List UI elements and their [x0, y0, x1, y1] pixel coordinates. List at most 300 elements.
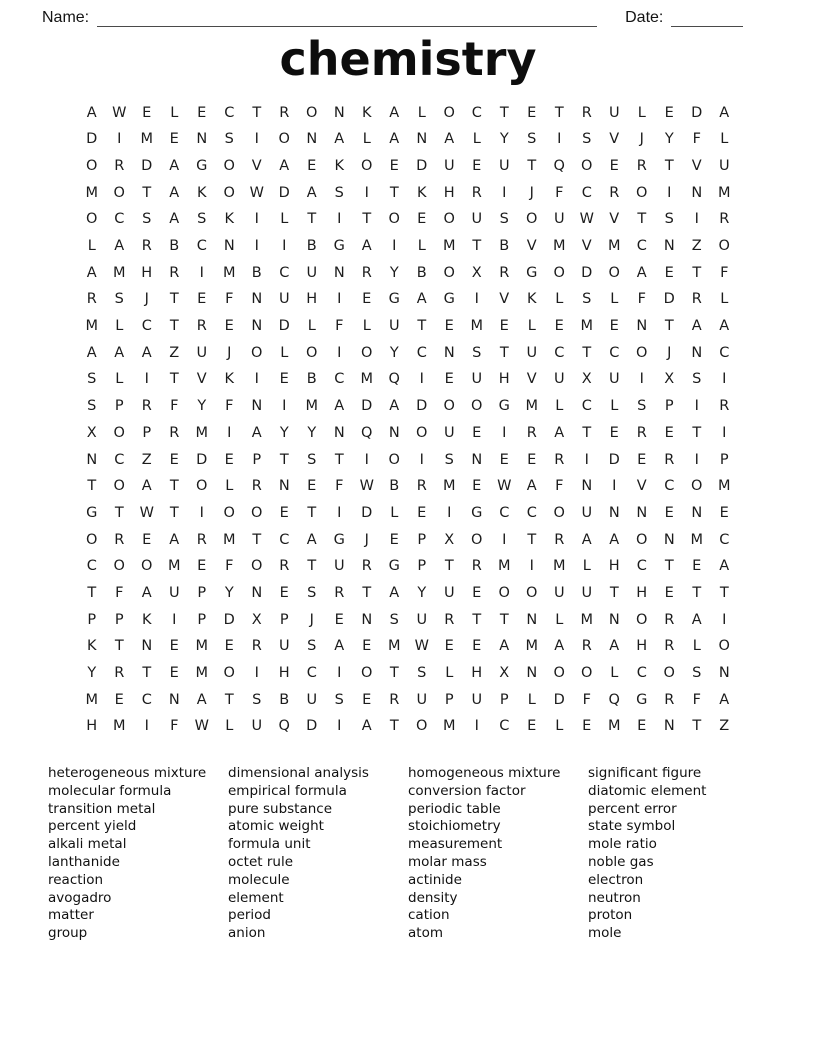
- grid-cell: E: [169, 131, 179, 148]
- grid-cell: O: [113, 424, 125, 441]
- grid-cell: I: [254, 371, 259, 388]
- grid-cell: U: [388, 318, 400, 335]
- grid-cell: T: [169, 504, 179, 521]
- grid-cell: J: [639, 131, 644, 148]
- grid-cell: E: [664, 264, 674, 281]
- grid-cell: Q: [388, 371, 400, 388]
- grid-cell: N: [196, 131, 208, 148]
- grid-cell: E: [307, 478, 317, 495]
- grid-cell: N: [251, 584, 263, 601]
- grid-cell: E: [142, 531, 152, 548]
- grid-cell: D: [581, 264, 593, 281]
- grid-cell: D: [278, 318, 290, 335]
- grid-cell: I: [337, 504, 342, 521]
- grid-cell: T: [417, 318, 427, 335]
- grid-cell: H: [278, 665, 290, 682]
- grid-cell: S: [224, 131, 234, 148]
- grid-cell: F: [720, 264, 729, 281]
- grid-cell: U: [306, 264, 318, 281]
- grid-cell: U: [416, 611, 428, 628]
- grid-cell: I: [722, 371, 727, 388]
- grid-cell: N: [718, 665, 730, 682]
- grid-cell: L: [555, 718, 564, 735]
- grid-cell: I: [254, 211, 259, 228]
- grid-cell: F: [170, 718, 179, 735]
- grid-cell: N: [691, 504, 703, 521]
- grid-cell: A: [334, 398, 345, 415]
- grid-cell: V: [691, 157, 702, 174]
- grid-cell: E: [114, 691, 124, 708]
- grid-cell: S: [472, 344, 482, 361]
- grid-cell: I: [584, 451, 589, 468]
- grid-cell: I: [694, 211, 699, 228]
- word-column: [48, 765, 228, 943]
- grid-cell: N: [306, 131, 318, 148]
- grid-cell: Z: [719, 718, 730, 735]
- grid-cell: Q: [361, 424, 373, 441]
- grid-cell: M: [360, 371, 373, 388]
- grid-cell: E: [472, 638, 482, 655]
- word-item: atom: [408, 925, 443, 942]
- grid-cell: N: [416, 131, 428, 148]
- grid-cell: E: [197, 558, 207, 575]
- grid-cell: T: [692, 718, 702, 735]
- grid-cell: M: [85, 184, 98, 201]
- grid-cell: O: [361, 344, 373, 361]
- grid-cell: N: [608, 611, 620, 628]
- grid-cell: A: [389, 104, 400, 121]
- grid-cell: U: [196, 344, 208, 361]
- grid-cell: T: [252, 531, 262, 548]
- grid-cell: N: [86, 451, 98, 468]
- word-item: molecular formula: [48, 782, 172, 799]
- grid-cell: H: [636, 638, 648, 655]
- grid-cell: R: [141, 398, 152, 415]
- name-blank-field[interactable]: [97, 8, 597, 27]
- grid-cell: N: [581, 478, 593, 495]
- grid-cell: W: [359, 478, 374, 495]
- grid-cell: U: [471, 371, 483, 388]
- grid-cell: O: [718, 638, 730, 655]
- grid-cell: T: [307, 504, 317, 521]
- grid-cell: R: [86, 291, 97, 308]
- word-item: electron: [588, 871, 644, 888]
- grid-cell: M: [112, 264, 126, 281]
- grid-cell: T: [389, 718, 399, 735]
- grid-cell: Y: [197, 398, 207, 415]
- grid-cell: A: [389, 398, 400, 415]
- grid-cell: E: [609, 157, 619, 174]
- grid-cell: Z: [169, 344, 180, 361]
- word-item: noble gas: [588, 854, 654, 871]
- grid-cell: P: [719, 451, 729, 468]
- grid-cell: P: [197, 584, 207, 601]
- grid-cell: U: [416, 691, 428, 708]
- grid-cell: S: [692, 371, 702, 388]
- grid-cell: N: [663, 531, 675, 548]
- grid-cell: A: [114, 238, 125, 255]
- grid-cell: C: [636, 665, 647, 682]
- grid-cell: T: [169, 478, 179, 495]
- grid-cell: I: [419, 371, 424, 388]
- grid-cell: A: [251, 424, 262, 441]
- grid-cell: O: [223, 665, 235, 682]
- grid-cell: R: [636, 424, 647, 441]
- grid-cell: A: [169, 211, 180, 228]
- grid-cell: G: [333, 238, 345, 255]
- grid-cell: F: [115, 584, 124, 601]
- grid-cell: M: [525, 398, 538, 415]
- grid-cell: A: [141, 478, 152, 495]
- grid-cell: M: [717, 478, 731, 495]
- grid-cell: E: [554, 318, 564, 335]
- grid-cell: O: [553, 665, 565, 682]
- grid-cell: S: [307, 584, 317, 601]
- grid-cell: R: [526, 424, 537, 441]
- grid-cell: Y: [389, 264, 399, 281]
- grid-cell: A: [719, 691, 730, 708]
- grid-cell: S: [307, 451, 317, 468]
- grid-cell: E: [472, 478, 482, 495]
- grid-cell: S: [142, 211, 152, 228]
- grid-cell: A: [306, 531, 317, 548]
- grid-cell: U: [278, 291, 290, 308]
- grid-cell: I: [502, 531, 507, 548]
- grid-cell: S: [252, 691, 262, 708]
- grid-cell: D: [361, 398, 373, 415]
- grid-cell: C: [581, 398, 592, 415]
- grid-cell: E: [664, 104, 674, 121]
- grid-cell: N: [251, 398, 263, 415]
- grid-cell: G: [86, 504, 98, 521]
- grid-cell: R: [499, 264, 510, 281]
- grid-cell: U: [553, 211, 565, 228]
- grid-cell: T: [389, 665, 399, 682]
- grid-cell: O: [553, 264, 565, 281]
- grid-cell: S: [389, 611, 399, 628]
- grid-cell: C: [499, 504, 510, 521]
- grid-cell: N: [636, 504, 648, 521]
- grid-cell: L: [527, 318, 536, 335]
- grid-cell: N: [691, 344, 703, 361]
- word-item: density: [408, 889, 458, 906]
- grid-cell: L: [637, 104, 646, 121]
- grid-cell: U: [471, 211, 483, 228]
- grid-cell: C: [141, 691, 152, 708]
- grid-cell: M: [85, 691, 98, 708]
- grid-cell: P: [664, 398, 674, 415]
- grid-cell: L: [555, 611, 564, 628]
- grid-cell: A: [389, 584, 400, 601]
- grid-cell: T: [307, 558, 317, 575]
- grid-cell: F: [225, 291, 234, 308]
- grid-cell: A: [334, 638, 345, 655]
- grid-cell: E: [142, 104, 152, 121]
- grid-cell: O: [581, 665, 593, 682]
- grid-cell: V: [196, 371, 207, 388]
- grid-cell: I: [502, 424, 507, 441]
- grid-cell: M: [222, 264, 236, 281]
- grid-cell: A: [526, 478, 537, 495]
- grid-cell: U: [251, 718, 263, 735]
- grid-cell: O: [581, 157, 593, 174]
- grid-cell: I: [392, 238, 397, 255]
- grid-cell: X: [471, 264, 482, 281]
- grid-cell: M: [305, 398, 318, 415]
- word-item: stoichiometry: [408, 818, 501, 835]
- grid-cell: O: [361, 665, 373, 682]
- grid-cell: N: [141, 638, 153, 655]
- grid-cell: N: [691, 184, 703, 201]
- grid-cell: L: [720, 131, 729, 148]
- grid-cell: R: [471, 558, 482, 575]
- grid-cell: C: [196, 238, 207, 255]
- grid-cell: L: [692, 638, 701, 655]
- grid-cell: E: [389, 157, 399, 174]
- grid-cell: A: [636, 264, 647, 281]
- grid-cell: O: [388, 211, 400, 228]
- grid-cell: W: [414, 638, 429, 655]
- grid-cell: I: [364, 184, 369, 201]
- grid-cell: O: [636, 611, 648, 628]
- grid-cell: N: [278, 478, 290, 495]
- grid-cell: A: [141, 344, 152, 361]
- grid-cell: K: [526, 291, 537, 308]
- grid-cell: R: [664, 638, 675, 655]
- grid-cell: G: [636, 691, 648, 708]
- grid-cell: E: [334, 611, 344, 628]
- grid-cell: I: [502, 184, 507, 201]
- grid-cell: R: [416, 478, 427, 495]
- grid-cell: D: [416, 157, 428, 174]
- grid-cell: O: [471, 531, 483, 548]
- grid-cell: M: [497, 558, 511, 575]
- grid-cell: V: [636, 478, 647, 495]
- grid-cell: K: [224, 371, 234, 388]
- grid-cell: M: [470, 318, 483, 335]
- grid-cell: U: [608, 371, 620, 388]
- grid-cell: L: [610, 398, 619, 415]
- grid-cell: R: [196, 318, 207, 335]
- grid-cell: O: [443, 398, 455, 415]
- grid-cell: T: [114, 504, 124, 521]
- grid-cell: J: [309, 611, 314, 628]
- grid-cell: I: [667, 184, 672, 201]
- grid-cell: M: [195, 638, 208, 655]
- header: [0, 0, 816, 28]
- grid-cell: O: [526, 211, 538, 228]
- grid-cell: K: [196, 184, 207, 201]
- grid-cell: I: [117, 131, 122, 148]
- grid-cell: R: [554, 451, 565, 468]
- grid-cell: B: [306, 371, 317, 388]
- grid-cell: T: [692, 264, 702, 281]
- grid-cell: R: [389, 691, 400, 708]
- grid-cell: R: [279, 558, 290, 575]
- grid-cell: O: [251, 344, 263, 361]
- word-item: avogadro: [48, 889, 112, 906]
- grid-cell: R: [554, 531, 565, 548]
- grid-cell: S: [114, 291, 124, 308]
- grid-cell: V: [609, 131, 620, 148]
- grid-cell: A: [86, 344, 97, 361]
- grid-cell: L: [362, 131, 371, 148]
- grid-cell: K: [334, 157, 344, 174]
- grid-cell: A: [169, 184, 180, 201]
- grid-cell: O: [86, 531, 98, 548]
- grid-cell: S: [527, 131, 537, 148]
- grid-cell: U: [443, 584, 455, 601]
- grid-cell: L: [280, 211, 289, 228]
- grid-cell: S: [197, 211, 207, 228]
- grid-cell: X: [581, 371, 592, 388]
- grid-cell: O: [223, 504, 235, 521]
- grid-cell: I: [722, 424, 727, 441]
- grid-cell: A: [609, 638, 620, 655]
- grid-cell: O: [113, 558, 125, 575]
- grid-cell: H: [636, 584, 648, 601]
- grid-cell: G: [333, 531, 345, 548]
- word-item: actinide: [408, 871, 462, 888]
- grid-cell: M: [525, 638, 538, 655]
- grid-cell: B: [279, 691, 290, 708]
- grid-cell: O: [718, 238, 730, 255]
- grid-cell: S: [692, 665, 702, 682]
- word-item: molecule: [228, 871, 290, 888]
- grid-cell: B: [416, 264, 427, 281]
- grid-cell: H: [86, 718, 98, 735]
- grid-cell: I: [447, 504, 452, 521]
- grid-cell: I: [254, 238, 259, 255]
- grid-cell: N: [663, 238, 675, 255]
- grid-cell: G: [498, 398, 510, 415]
- grid-cell: A: [86, 104, 97, 121]
- grid-cell: E: [197, 291, 207, 308]
- grid-cell: C: [279, 531, 290, 548]
- grid-cell: P: [279, 611, 289, 628]
- grid-cell: I: [337, 291, 342, 308]
- grid-cell: R: [664, 691, 675, 708]
- grid-cell: I: [199, 264, 204, 281]
- grid-cell: N: [636, 318, 648, 335]
- grid-cell: B: [389, 478, 400, 495]
- grid-cell: L: [307, 318, 316, 335]
- grid-cell: A: [554, 424, 565, 441]
- grid-cell: T: [719, 584, 729, 601]
- grid-cell: J: [529, 184, 534, 201]
- word-item: alkali metal: [48, 836, 127, 853]
- grid-cell: L: [225, 718, 234, 735]
- grid-cell: R: [169, 424, 180, 441]
- grid-cell: M: [112, 718, 126, 735]
- grid-cell: P: [114, 611, 124, 628]
- grid-cell: W: [139, 504, 154, 521]
- grid-cell: R: [279, 104, 290, 121]
- grid-cell: C: [471, 104, 482, 121]
- grid-cell: M: [580, 318, 593, 335]
- grid-cell: X: [664, 371, 675, 388]
- grid-cell: E: [444, 638, 454, 655]
- grid-cell: C: [664, 478, 675, 495]
- grid-cell: M: [195, 665, 208, 682]
- grid-cell: O: [416, 424, 428, 441]
- grid-cell: H: [443, 184, 455, 201]
- grid-cell: C: [416, 344, 427, 361]
- grid-cell: A: [114, 344, 125, 361]
- grid-cell: A: [691, 318, 702, 335]
- grid-cell: E: [637, 718, 647, 735]
- grid-cell: O: [306, 344, 318, 361]
- grid-cell: I: [694, 451, 699, 468]
- grid-cell: I: [337, 718, 342, 735]
- grid-cell: E: [362, 291, 372, 308]
- grid-cell: I: [337, 211, 342, 228]
- grid-cell: Y: [224, 584, 234, 601]
- grid-cell: T: [472, 238, 482, 255]
- grid-cell: O: [113, 478, 125, 495]
- grid-cell: P: [444, 691, 454, 708]
- grid-cell: E: [279, 371, 289, 388]
- grid-cell: V: [526, 238, 537, 255]
- grid-cell: M: [690, 531, 703, 548]
- grid-cell: L: [417, 104, 426, 121]
- grid-cell: Z: [691, 238, 702, 255]
- grid-cell: Y: [307, 424, 317, 441]
- word-item: dimensional analysis: [228, 765, 369, 782]
- grid-cell: O: [223, 157, 235, 174]
- grid-cell: T: [664, 157, 674, 174]
- grid-cell: N: [471, 451, 483, 468]
- grid-cell: I: [254, 131, 259, 148]
- grid-cell: Y: [664, 131, 674, 148]
- grid-cell: R: [141, 238, 152, 255]
- grid-cell: P: [417, 531, 427, 548]
- grid-cell: O: [608, 264, 620, 281]
- grid-cell: M: [195, 424, 208, 441]
- grid-cell: E: [444, 318, 454, 335]
- grid-cell: T: [582, 424, 592, 441]
- grid-cell: T: [169, 318, 179, 335]
- grid-cell: O: [636, 531, 648, 548]
- grid-cell: O: [86, 157, 98, 174]
- grid-cell: A: [554, 638, 565, 655]
- grid-cell: N: [333, 104, 345, 121]
- grid-cell: O: [553, 504, 565, 521]
- grid-cell: I: [144, 718, 149, 735]
- grid-cell: I: [474, 718, 479, 735]
- grid-cell: I: [254, 665, 259, 682]
- grid-cell: X: [499, 665, 510, 682]
- grid-cell: M: [222, 531, 236, 548]
- grid-cell: M: [607, 238, 621, 255]
- date-blank-field[interactable]: [671, 8, 743, 27]
- grid-cell: A: [719, 318, 730, 335]
- grid-cell: U: [168, 584, 180, 601]
- grid-cell: P: [252, 451, 262, 468]
- word-column: [588, 765, 768, 943]
- grid-cell: T: [444, 558, 454, 575]
- grid-cell: L: [472, 131, 481, 148]
- grid-cell: D: [608, 451, 620, 468]
- grid-cell: O: [86, 211, 98, 228]
- grid-cell: U: [306, 691, 318, 708]
- grid-cell: R: [664, 611, 675, 628]
- grid-cell: P: [87, 611, 97, 628]
- grid-cell: A: [609, 531, 620, 548]
- grid-cell: O: [636, 344, 648, 361]
- grid-cell: L: [445, 665, 454, 682]
- word-item: atomic weight: [228, 818, 324, 835]
